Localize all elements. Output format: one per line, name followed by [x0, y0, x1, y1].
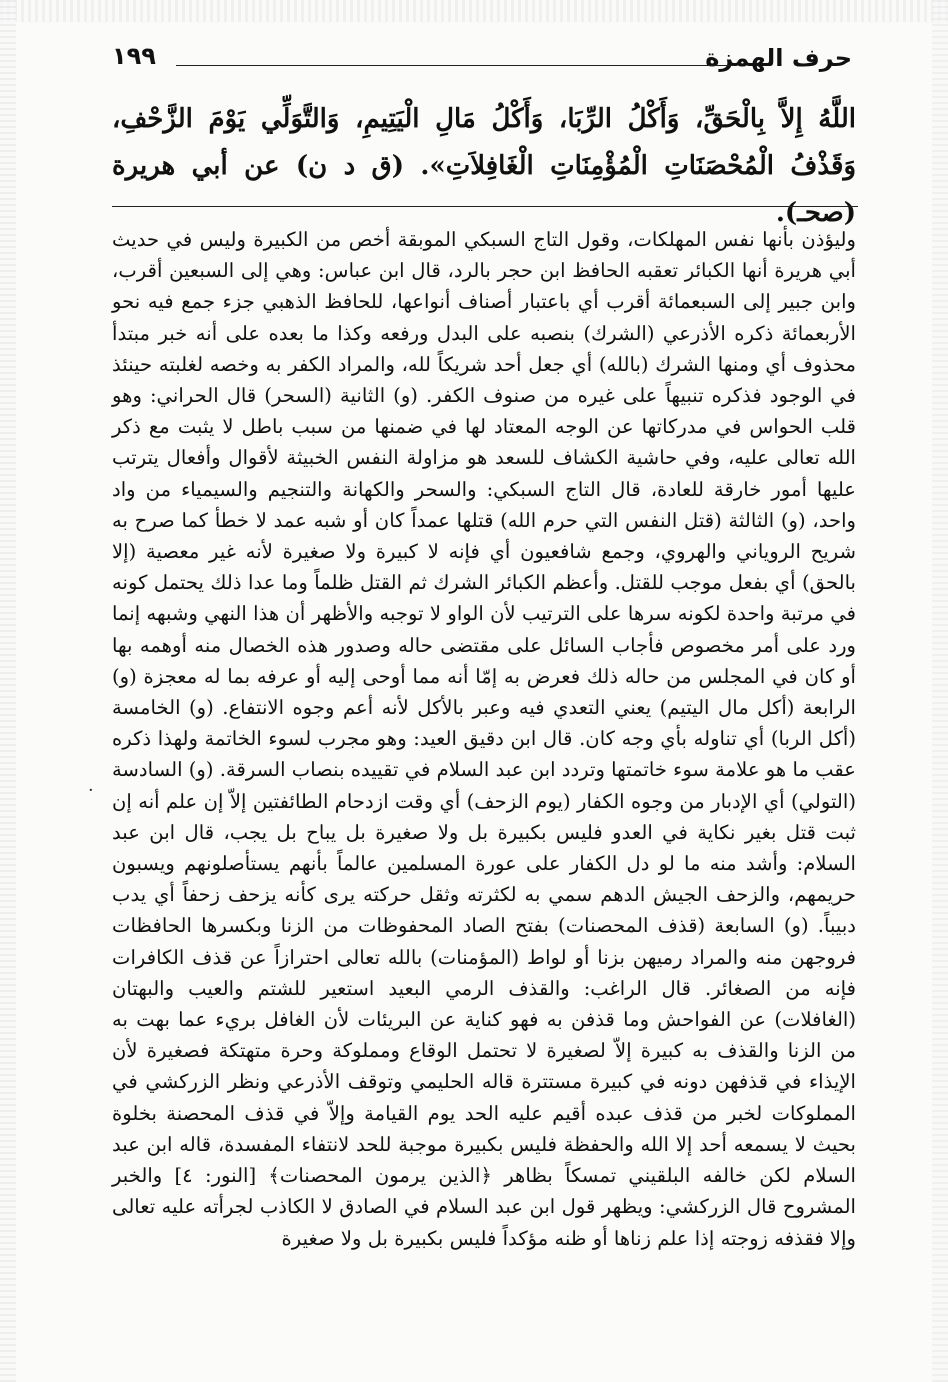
- hadith-text-block: [112, 96, 856, 237]
- commentary-text: وليؤذن بأنها نفس المهلكات، وقول التاج السبكي الموبقة أخص من الكبيرة وليس في حديث أبي هريرة أنها الكبائر تعقبه الحافظ ابن حجر بالرد، قال ابن عباس: وهي إلى السبعين أقرب، وابن جبير إلى السبعمائة أقرب أي باعتبار أصناف أنواعها، للحافظ الذهبي جزء جمع فيه نحو الأربعمائة ذكره الأذرعي (الشرك) بنصبه على البدل ورفعه وكذا ما بعده على أنه خبر مبتدأ محذوف أي ومنها الشرك (بالله) أي جعل أحد شريكاً لله، والمراد الكفر به وخصه لغلبته حينئذ في الوجود فذكره تنبيهاً على غيره من صنوف الكفر. (و) الثانية (السحر) قال الحراني: وهو قلب الحواس في مدركاتها عن الوجه المعتاد لها في ضمنها من سبب باطل لا يثبت مع ذكر الله تعالى عليه، وفي حاشية الكشاف للسعد هو مزاولة النفس الخبيثة لأقوال وأفعال يترتب عليها أمور خارقة للعادة، قال التاج السبكي: والسحر والكهانة والتنجيم والسيمياء من واد واحد، (و) الثالثة (قتل النفس التي حرم الله) قتلها عمداً كان أو شبه عمد لا خطأ كما صرح به شريح الروياني والهروي، وجمع شافعيون أي فإنه لا كبيرة ولا صغيرة لأنه غير معصية (إلا بالحق) أي بفعل موجب للقتل. وأعظم الكبائر الشرك ثم القتل ظلماً وما عدا ذلك يحتمل كونه في مرتبة واحدة لكونه سرها على الترتيب لأن الواو لا توجبه والأظهر أن هذا النهي وشبهه إنما ورد على أمر مخصوص فأجاب السائل على مقتضى حاله وصدور هذه الخصال منه أوهمه بها أو كان في المجلس من حاله ذلك فعرض به إمّا أنه مما أوحى إليه أو عرفه بما له معجزة (و) الرابعة (أكل مال اليتيم) يعني التعدي فيه وعبر بالأكل لأنه أعم وجوه الانتفاع. (و) الخامسة (أكل الربا) أي تناوله بأي وجه كان. قال ابن دقيق العيد: وهو مجرب لسوء الخاتمة ولهذا ذكره عقب ما هو علامة سوء خاتمتها وتردد ابن عبد السلام في تقييده بنصاب السرقة. (و) السادسة (التولي) أي الإدبار من وجوه الكفار (يوم الزحف) أي وقت ازدحام الطائفتين إلاّ إن علم أنه إن ثبت قتل بغير نكاية في العدو فليس بكبيرة بل ولا صغيرة بل يباح بل يجب، قال ابن عبد السلام: وأشد منه ما لو دل الكفار على عورة المسلمين عالماً بأنهم يستأصلونهم ويسبون حريمهم، والزحف الجيش الدهم سمي به لكثرته وثقل حركته يرى كأنه يزحف زحفاً أي يدب دبيباً. (و) السابعة (قذف المحصنات) بفتح الصاد المحفوظات من الزنا وبكسرها الحافظات فروجهن منه والمراد رميهن بزنا أو لواط (المؤمنات) بالله تعالى احترازاً عن قذف الكافرات فإنه من الصغائر. قال الراغب: والقذف الرمي البعيد استعير للشتم والعيب والبهتان (الغافلات) عن الفواحش وما قذفن به فهو كناية عن البريئات لأن الغافل بريء عما بهت به من الزنا والقذف به كبيرة إلاّ لصغيرة لا تحتمل الوقاع ومملوكة وحرة متهتكة فصغيرة لأن الإيذاء في قذفهن دونه في كبيرة مستترة قاله الحليمي وتوقف الأذرعي ونظر الزركشي في المملوكات لخبر من قذف عبده أقيم عليه الحد يوم القيامة وإلاّ في قذف المحصنة بخلوة بحيث لا يسمعه أحد إلا الله والحفظة فليس بكبيرة موجبة للحد لانتفاء المفسدة، قاله ابن عبد السلام لكن خالفه البلقيني تمسكاً بظاهر ﴿الذين يرمون المحصنات﴾ [النور: ٤] والخبر المشروح قال الزركشي: ويظهر قول ابن عبد السلام في الصادق لا الكاذب لجرأته عليه تعالى وإلا فقذفه زوجته إذا علم زناها أو ظنه مؤكداً فليس بكبيرة بل ولا صغيرة: [112, 228, 856, 1250]
- margin-dot: ·: [88, 780, 94, 801]
- section-divider: [112, 206, 858, 207]
- scan-edge-left: [0, 0, 16, 1382]
- page-number: ١٩٩: [112, 42, 156, 70]
- scan-edge-top: [0, 0, 948, 22]
- page-header: [112, 40, 852, 80]
- commentary-block: [112, 224, 856, 1254]
- header-rule: [176, 65, 734, 66]
- hadith-text: اللَّهُ إِلاَّ بِالْحَقِّ، وَأَكْلُ الرِّبَا، وَأَكْلُ مَالِ الْيَتِيمِ، وَالتَّوَلِّي يَوْمَ الزَّحْفِ، وَقَذْفُ الْمُحْصَنَاتِ الْمُؤْمِنَاتِ الْغَافِلاَتِ». (ق د ن) عن أبي هريرة (صحـ).: [112, 104, 856, 228]
- scan-edge-right: [932, 0, 948, 1382]
- chapter-title: حرف الهمزة: [705, 44, 852, 72]
